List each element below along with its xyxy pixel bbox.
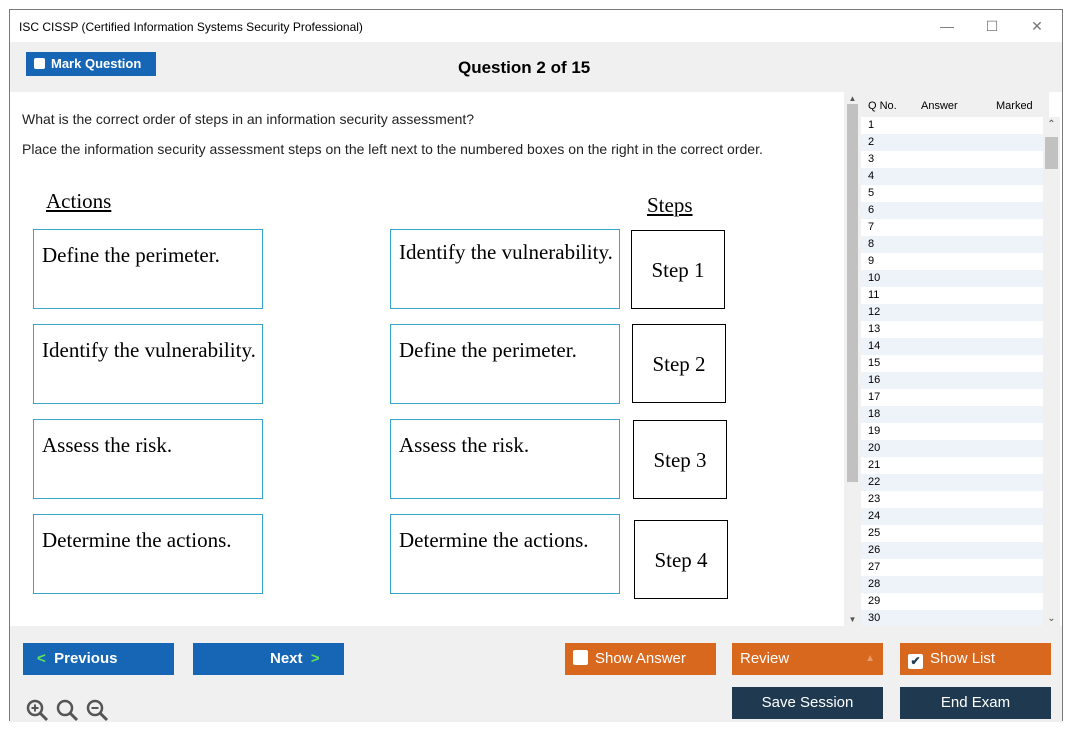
step-box: Step 3 (633, 420, 727, 499)
chevron-left-icon: < (37, 650, 46, 667)
chevron-right-icon: > (310, 650, 320, 667)
question-list-row[interactable]: 3 (868, 153, 875, 165)
step-box: Step 2 (632, 324, 726, 403)
review-label: Review (740, 650, 790, 667)
scroll-thumb[interactable] (847, 104, 858, 482)
question-list-row[interactable]: 25 (868, 527, 881, 539)
scroll-up-icon[interactable]: ▲ (848, 94, 857, 103)
window-title: ISC CISSP (Certified Information Systems Security Professional) (19, 20, 363, 34)
previous-label: Previous (54, 650, 118, 667)
next-label: Next (270, 650, 303, 667)
question-list-row[interactable]: 1 (868, 119, 875, 131)
answer-header: Answer (921, 100, 958, 112)
question-list-rows (861, 117, 1044, 627)
question-list (861, 92, 1049, 626)
question-list-row[interactable]: 27 (868, 561, 881, 573)
question-list-row[interactable]: 19 (868, 425, 881, 437)
answer-slot[interactable]: Assess the risk. (390, 419, 620, 499)
footer-bar (10, 626, 1062, 722)
show-answer-label: Show Answer (595, 650, 686, 667)
answer-slot[interactable]: Determine the actions. (390, 514, 620, 594)
question-list-row[interactable]: 4 (861, 168, 1044, 185)
dropdown-arrow-icon: ▲ (865, 653, 875, 664)
question-list-row[interactable]: 12 (861, 304, 1044, 321)
end-exam-button[interactable]: End Exam (900, 687, 1051, 719)
show-answer-button[interactable] (565, 643, 716, 675)
question-header (10, 42, 1062, 92)
mark-question-button[interactable] (26, 52, 156, 76)
answer-slot[interactable]: Identify the vulnerability. (390, 229, 620, 309)
question-list-row[interactable]: 8 (861, 236, 1044, 253)
actions-heading: Actions (46, 189, 112, 213)
app-window (9, 9, 1063, 721)
scroll-down-icon[interactable]: ▼ (848, 615, 857, 624)
question-list-row[interactable]: 13 (868, 323, 881, 335)
next-button[interactable] (193, 643, 344, 675)
question-content (10, 92, 844, 626)
question-list-row[interactable]: 22 (861, 474, 1044, 491)
question-list-row[interactable]: 23 (868, 493, 881, 505)
question-list-row[interactable]: 10 (861, 270, 1044, 287)
mark-question-label: Mark Question (51, 56, 142, 71)
list-scroll-down-icon[interactable]: ⌄ (1047, 613, 1056, 624)
question-list-row[interactable]: 9 (868, 255, 875, 267)
question-list-row[interactable]: 30 (861, 610, 1044, 627)
checkbox-icon (34, 58, 45, 69)
show-list-button[interactable] (900, 643, 1051, 675)
question-list-row[interactable]: 6 (861, 202, 1044, 219)
checked-checkbox-icon: ✔ (908, 654, 923, 669)
question-list-row[interactable]: 17 (868, 391, 881, 403)
action-item[interactable]: Assess the risk. (33, 419, 263, 499)
question-list-row[interactable]: 24 (861, 508, 1044, 525)
step-box: Step 4 (634, 520, 728, 599)
question-list-row[interactable]: 16 (861, 372, 1044, 389)
question-list-row[interactable]: 21 (868, 459, 881, 471)
question-instruction: Place the information security assessment steps on the left next to the numbered boxes on the right in the correct order. (22, 141, 763, 157)
question-text: What is the correct order of steps in an information security assessment? (22, 111, 475, 127)
save-session-button[interactable]: Save Session (732, 687, 883, 719)
steps-heading: Steps (647, 193, 693, 217)
action-item[interactable]: Identify the vulnerability. (33, 324, 263, 404)
question-list-row[interactable]: 18 (861, 406, 1044, 423)
close-button[interactable]: ✕ (1031, 18, 1043, 34)
minimize-button[interactable]: — (940, 18, 954, 34)
question-list-header (861, 92, 1049, 117)
list-scroll-thumb[interactable] (1045, 137, 1058, 169)
step-box: Step 1 (631, 230, 725, 309)
question-list-row[interactable]: 26 (861, 542, 1044, 559)
question-list-row[interactable]: 11 (868, 289, 880, 301)
review-dropdown[interactable] (732, 643, 883, 675)
question-title: Question 2 of 15 (458, 58, 591, 77)
show-list-label: Show List (930, 650, 996, 667)
question-list-row[interactable]: 5 (868, 187, 875, 199)
marked-header: Marked (996, 100, 1033, 112)
action-item[interactable]: Define the perimeter. (33, 229, 263, 309)
content-scrollbar[interactable] (844, 92, 861, 626)
question-list-row[interactable]: 14 (861, 338, 1044, 355)
maximize-button[interactable]: ☐ (985, 18, 999, 34)
question-list-row[interactable]: 15 (868, 357, 881, 369)
question-list-row[interactable]: 20 (861, 440, 1044, 457)
question-list-row[interactable]: 28 (861, 576, 1044, 593)
zoom-in-icon[interactable] (25, 698, 49, 722)
question-list-scrollbar[interactable] (1043, 117, 1060, 626)
question-list-row[interactable]: 2 (861, 134, 1044, 151)
answer-slot[interactable]: Define the perimeter. (390, 324, 620, 404)
zoom-out-icon[interactable] (85, 698, 109, 722)
question-list-row[interactable]: 29 (868, 595, 881, 607)
title-bar (10, 10, 1062, 42)
checkbox-icon (573, 650, 588, 665)
qno-header: Q No. (868, 100, 897, 112)
list-scroll-up-icon[interactable]: ⌃ (1047, 119, 1056, 130)
previous-button[interactable] (23, 643, 174, 675)
question-list-row[interactable]: 7 (868, 221, 875, 233)
action-item[interactable]: Determine the actions. (33, 514, 263, 594)
zoom-reset-icon[interactable] (55, 698, 79, 722)
